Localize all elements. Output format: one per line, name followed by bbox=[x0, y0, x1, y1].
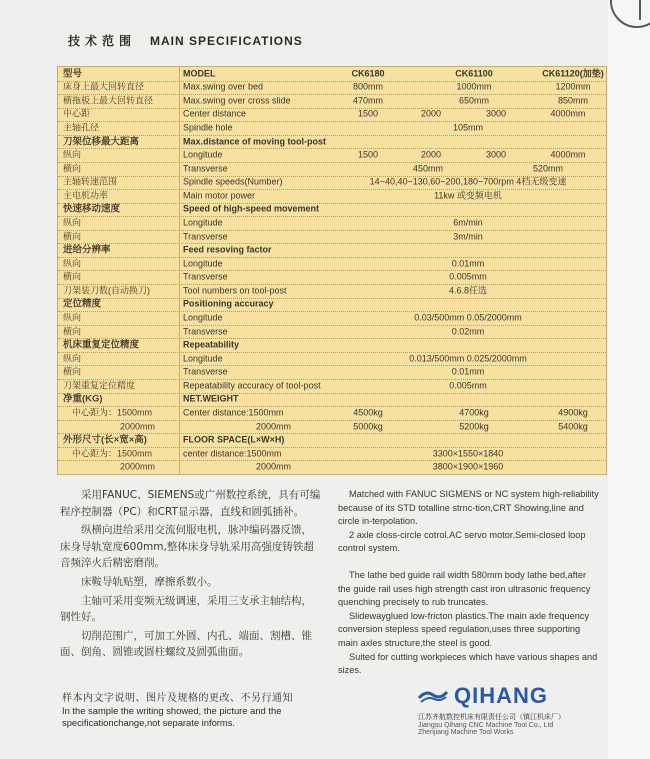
spec-value: 0.03/500mm 0.05/2000mm bbox=[414, 312, 522, 323]
spec-value: 1000mm bbox=[456, 81, 492, 92]
spec-value: 1200mm bbox=[555, 81, 591, 92]
spec-label-en: Longitude bbox=[183, 217, 223, 228]
spec-label-zh: 纵向 bbox=[63, 217, 82, 228]
spec-row bbox=[58, 257, 606, 272]
spec-row bbox=[58, 338, 606, 353]
spec-label-zh: 纵向 bbox=[63, 312, 82, 323]
spec-label-zh: 纵向 bbox=[63, 353, 82, 364]
spec-value: 650mm bbox=[458, 95, 490, 106]
spec-value: 0.01mm bbox=[451, 366, 485, 377]
brand-name: QIHANG bbox=[454, 683, 548, 708]
spec-label-zh: 横拖板上最大回转直径 bbox=[63, 95, 154, 106]
spec-row bbox=[58, 148, 606, 163]
spec-label-zh: 2000mm bbox=[120, 421, 156, 431]
spec-row bbox=[58, 284, 606, 299]
notice-block bbox=[62, 693, 293, 729]
spec-value: 4.6.8任选 bbox=[448, 285, 488, 296]
spec-label-en: Repeatability bbox=[183, 339, 240, 350]
spec-value: 4900kg bbox=[558, 407, 588, 418]
spec-label-zh: 横向 bbox=[63, 231, 82, 242]
spec-row bbox=[58, 393, 606, 408]
spec-row bbox=[58, 176, 606, 191]
notice-en-line1: In the sample the writing showed, the picture and the bbox=[62, 705, 282, 716]
spec-row bbox=[58, 243, 606, 258]
spec-row bbox=[58, 325, 606, 340]
spec-label-zh: 主电机功率 bbox=[63, 190, 109, 201]
spec-value: 470mm bbox=[352, 95, 384, 106]
spec-value: CK61120(加垫) bbox=[542, 68, 604, 79]
spec-label-en: Longitude bbox=[183, 149, 223, 160]
spec-value: CK61100 bbox=[455, 68, 493, 79]
description-en-paragraph: Slidewayglued low-fricton plastics.The main axle frequency conversion stepless speed regulation,uses three supporting main axles structure,the steel is good. bbox=[338, 610, 590, 648]
specifications-table bbox=[57, 66, 607, 475]
spec-label-zh: 2000mm bbox=[120, 461, 156, 472]
spec-value: 3300×1550×1840 bbox=[432, 448, 504, 459]
right-margin bbox=[608, 0, 650, 759]
spec-label-en: Transverse bbox=[183, 366, 228, 377]
spec-label-en: Spindle speeds(Number) bbox=[183, 176, 283, 187]
spec-value: 0.013/500mm 0.025/2000mm bbox=[409, 353, 527, 364]
spec-label-en: Positioning accuracy bbox=[183, 298, 274, 309]
spec-label-zh: 主轴转速范围 bbox=[63, 176, 118, 187]
spec-value: 0.01mm bbox=[451, 258, 485, 269]
spec-value: 3800×1900×1960 bbox=[432, 461, 504, 472]
spec-label-en: Spindle hole bbox=[183, 122, 233, 133]
spec-label-en: Transverse bbox=[183, 271, 228, 282]
spec-row bbox=[58, 230, 606, 245]
section-title bbox=[68, 32, 303, 49]
spec-value: 11kw 或变频电机 bbox=[434, 190, 502, 201]
spec-label-en: MODEL bbox=[183, 68, 216, 79]
spec-row bbox=[58, 379, 606, 394]
spec-row bbox=[58, 203, 606, 218]
spec-row bbox=[58, 94, 606, 109]
description-zh-paragraph: 切削范围广，可加工外圆、内孔、端面、割槽、锥面、倒角、圆锥或圆柱螺纹及圆弧曲面。 bbox=[60, 629, 312, 659]
spec-row bbox=[58, 81, 606, 96]
spec-value: 3m/min bbox=[453, 231, 483, 242]
spec-value: 105mm bbox=[452, 122, 484, 133]
spec-row bbox=[58, 108, 606, 123]
spec-row bbox=[58, 365, 606, 380]
description-zh-paragraph: 主轴可采用变频无级调速，采用三支承主轴结构，钢性好。 bbox=[60, 594, 312, 624]
spec-label-zh: 横向 bbox=[63, 326, 82, 337]
spec-label-zh: 横向 bbox=[63, 271, 82, 282]
brand-zh: 江苏齐航数控机床有限责任公司（镇江机床厂） bbox=[418, 713, 565, 721]
spec-label-zh: 快速移动速度 bbox=[63, 203, 121, 215]
section-title-zh: 技术范围 bbox=[68, 34, 137, 48]
spec-label-en: Longitude bbox=[183, 353, 223, 364]
spec-value: 4000mm bbox=[550, 149, 586, 160]
spec-label-en: Feed resoving factor bbox=[183, 244, 272, 255]
spec-row bbox=[58, 271, 606, 286]
spec-label-zh: 横向 bbox=[63, 163, 82, 174]
spec-value: 450mm bbox=[412, 163, 444, 174]
spec-row bbox=[58, 433, 606, 448]
spec-label-en: Transverse bbox=[183, 326, 228, 337]
spec-value: 1500 bbox=[357, 149, 379, 160]
spec-row bbox=[58, 135, 606, 150]
spec-label-en: Transverse bbox=[183, 231, 228, 242]
spec-value: 0.02mm bbox=[451, 326, 485, 337]
brand-block bbox=[418, 683, 598, 736]
spec-value: 3000 bbox=[485, 108, 507, 119]
spec-label-zh: 刀架装刀数(自动换刀) bbox=[63, 285, 150, 296]
spec-label-en: Tool numbers on tool-post bbox=[183, 285, 287, 296]
spec-row bbox=[58, 67, 606, 82]
spec-value: 4500kg bbox=[353, 407, 383, 418]
brand-en-line2: Zhenjiang Machine Tool Works bbox=[418, 729, 514, 736]
spec-label-en: Max.swing over bed bbox=[183, 81, 264, 92]
description-en bbox=[338, 488, 600, 678]
spec-value: 0.005mm bbox=[449, 271, 487, 282]
spec-label-en: center distance:1500mm bbox=[183, 448, 282, 459]
spec-label-zh: 外形尺寸(长×宽×高) bbox=[63, 434, 147, 446]
spec-value: 14~40,40~130,60~200,180~700rpm 4档无级变速 bbox=[369, 176, 567, 187]
spec-label-en: Center distance bbox=[183, 108, 247, 119]
spec-value: 0.005mm bbox=[449, 380, 487, 391]
description-zh-paragraph: 床鞍导轨贴塑，摩擦系数小。 bbox=[81, 575, 218, 588]
section-title-en: MAIN SPECIFICATIONS bbox=[150, 34, 303, 48]
corner-tick-mark bbox=[639, 0, 641, 20]
notice-zh: 样本内文字说明、图片及规格的更改、不另行通知 bbox=[62, 693, 293, 704]
spec-row bbox=[58, 121, 606, 136]
spec-label-en: 2000mm bbox=[256, 461, 292, 472]
spec-label-en: Longitude bbox=[183, 258, 223, 269]
spec-label-zh: 刀架重复定位精度 bbox=[63, 380, 136, 391]
spec-label-zh: 横向 bbox=[63, 366, 82, 377]
spec-label-zh: 中心距为：1500mm bbox=[72, 407, 153, 418]
spec-label-zh: 刀架位移最大距离 bbox=[63, 135, 140, 147]
qihang-logo-icon bbox=[418, 687, 448, 705]
description-en-paragraph: The lathe bed guide rail width 580mm body lathe bed,after the guide rail uses high strength cast iron ultrasonic frequency quenching precisely to rub truncates. bbox=[338, 569, 591, 608]
spec-label-zh: 进给分辨率 bbox=[63, 244, 111, 256]
spec-row bbox=[58, 162, 606, 177]
brand-en-line1: Jiangsu Qihang CNC Machine Tool Co., Ltd bbox=[418, 722, 554, 729]
spec-label-en: Center distance:1500mm bbox=[183, 407, 284, 418]
spec-label-zh: 纵向 bbox=[63, 149, 82, 160]
spec-row bbox=[58, 298, 606, 313]
spec-value: 5000kg bbox=[353, 421, 383, 431]
spec-label-en: Max.distance of moving tool-post bbox=[183, 136, 327, 147]
spec-row bbox=[58, 406, 606, 421]
spec-value: 4000mm bbox=[550, 108, 586, 119]
spec-row bbox=[58, 352, 606, 367]
notice-en-line2: specificationchange,not separate informs. bbox=[62, 717, 236, 728]
spec-value: CK6180 bbox=[351, 68, 385, 79]
spec-value: 2000 bbox=[420, 108, 442, 119]
spec-label-zh: 中心距为：1500mm bbox=[72, 448, 153, 459]
description-en-paragraph: 2 axle closs-circle cotrol.AC servo motor.Semi-closed loop control system. bbox=[338, 529, 586, 554]
spec-label-en: FLOOR SPACE(L×W×H) bbox=[183, 434, 285, 445]
spec-label-zh: 纵向 bbox=[63, 258, 82, 269]
spec-value: 4700kg bbox=[459, 407, 489, 418]
spec-value: 850mm bbox=[557, 95, 589, 106]
spec-label-zh: 床身上最大回转直径 bbox=[63, 81, 145, 92]
spec-label-en: 2000mm bbox=[256, 421, 292, 431]
spec-label-zh: 净重(KG) bbox=[63, 393, 103, 405]
description-zh bbox=[60, 487, 322, 663]
spec-row bbox=[58, 189, 606, 204]
spec-value: 800mm bbox=[352, 81, 384, 92]
spec-row bbox=[58, 216, 606, 231]
spec-label-zh: 定位精度 bbox=[63, 298, 102, 310]
spec-value: 5200kg bbox=[459, 421, 489, 431]
spec-label-zh: 中心距 bbox=[63, 108, 91, 119]
spec-label-en: Speed of high-speed movement bbox=[183, 203, 320, 214]
spec-label-zh: 主轴孔径 bbox=[63, 122, 100, 133]
spec-value: 3000 bbox=[485, 149, 507, 160]
spec-value: 2000 bbox=[420, 149, 442, 160]
spec-label-en: Longitude bbox=[183, 312, 223, 323]
spec-row bbox=[58, 420, 606, 435]
spec-label-en: Transverse bbox=[183, 163, 228, 174]
spec-row bbox=[58, 460, 606, 475]
description-en-paragraph: Suited for cutting workpieces which have various shapes and sizes. bbox=[338, 651, 598, 676]
spec-row bbox=[58, 447, 606, 462]
spec-label-en: Repeatability accuracy of tool-post bbox=[183, 380, 321, 391]
spec-label-en: Main motor power bbox=[183, 190, 256, 201]
spec-value: 6m/min bbox=[453, 217, 483, 228]
spec-value: 5400kg bbox=[558, 421, 588, 431]
description-zh-paragraph: 采用FANUC、SIEMENS或广州数控系统，具有可编程序控制器（PC）和CRT显示器，直线和圆弧插补。 bbox=[60, 489, 321, 518]
spec-label-zh: 型号 bbox=[63, 68, 83, 80]
description-zh-paragraph: 纵横向进给采用交流伺服电机，脉冲编码器反馈，床身导轨宽度600mm,整体床身导轨采用高强度铸铁超音频淬火后精密磨削。 bbox=[60, 524, 314, 570]
spec-value: 1500 bbox=[357, 108, 379, 119]
spec-value: 520mm bbox=[532, 163, 564, 174]
description-en-paragraph: Matched with FANUC SIGMENS or NC system high-reliability because of its STD totalline strnc-tion,CRT Showing,line and circle in-terpolation. bbox=[338, 489, 599, 527]
spec-label-zh: 机床重复定位精度 bbox=[63, 339, 140, 351]
spec-row bbox=[58, 311, 606, 326]
spec-label-en: Max.swing over cross slide bbox=[183, 95, 291, 106]
spec-label-en: NET.WEIGHT bbox=[183, 393, 239, 404]
